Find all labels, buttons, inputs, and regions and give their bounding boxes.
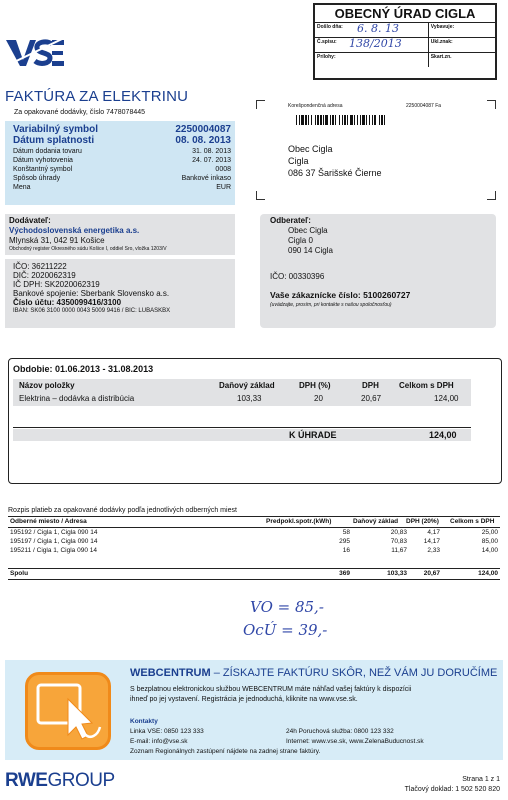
breakdown-cell: 85,00 bbox=[481, 538, 498, 545]
barcode-bar bbox=[384, 115, 385, 125]
webcentrum-heading-rest: – ZÍSKAJTE FAKTÚRU SKÔR, NEŽ VÁM JU DORUČÍME bbox=[210, 667, 498, 679]
breakdown-cell: 70,83 bbox=[390, 538, 407, 545]
breakdown-row bbox=[8, 546, 500, 555]
stamp-received-value: 6. 8. 13 bbox=[357, 22, 399, 35]
period-title: Obdobie: 01.06.2013 - 31.08.2013 bbox=[13, 364, 154, 374]
webcentrum-banner bbox=[5, 660, 503, 760]
summary-row-label: Mena bbox=[13, 184, 31, 191]
period-box bbox=[8, 358, 502, 484]
summary-row bbox=[13, 165, 231, 174]
barcode-bar bbox=[296, 115, 297, 125]
barcode-bar bbox=[315, 115, 316, 125]
period-header-name: Názov položky bbox=[19, 381, 75, 390]
recipient-line-3: 086 37 Šarišské Čierne bbox=[288, 168, 382, 178]
barcode-bar bbox=[379, 115, 380, 125]
correspondence-label: Korešpondenčná adresa bbox=[288, 103, 343, 109]
breakdown-cell: 11,67 bbox=[391, 547, 407, 554]
rwe-logo-rest: GROUP bbox=[47, 770, 115, 791]
breakdown-row bbox=[8, 537, 500, 546]
breakdown-row bbox=[8, 528, 500, 537]
barcode-bar bbox=[347, 115, 348, 125]
barcode-bar bbox=[308, 115, 309, 125]
breakdown-cell: 4,17 bbox=[427, 529, 440, 536]
customer-number: Vaše zákaznícke číslo: 5100260727 bbox=[270, 290, 411, 300]
webcentrum-icon bbox=[25, 672, 111, 750]
summary-row bbox=[13, 183, 231, 192]
stamp-handler-cell bbox=[429, 23, 495, 37]
summary-row-value: Bankové inkaso bbox=[181, 175, 231, 182]
breakdown-header-vat: DPH (20%) bbox=[406, 518, 439, 525]
contact-email: E-mail: info@vse.sk bbox=[130, 738, 188, 745]
summary-rows bbox=[5, 146, 235, 192]
supplier-name: Východoslovenská energetika a.s. bbox=[9, 226, 140, 235]
supplier-icdph: IČ DPH: SK2020062319 bbox=[13, 280, 100, 289]
customer-label: Odberateľ: bbox=[270, 216, 311, 225]
stamp-shred-cell bbox=[429, 53, 495, 67]
contact-internet: Internet: www.vse.sk, www.ZelenaBuducnost.sk bbox=[286, 738, 424, 745]
summary-box bbox=[5, 121, 235, 205]
total-due-line bbox=[13, 427, 471, 428]
webcentrum-text-1: S bezplatnou elektronickou službou WEBCENTRUM máte náhľad vašej faktúry k dispozícii bbox=[130, 686, 412, 693]
breakdown-cell: 195197 / Cigla 1, Cigla 090 14 bbox=[10, 538, 98, 545]
print-document-number: Tlačový doklad: 1 502 520 820 bbox=[404, 786, 500, 793]
barcode-bar bbox=[342, 115, 343, 125]
rwe-logo-bold: RWE bbox=[5, 770, 48, 791]
period-header-vat: DPH bbox=[362, 381, 379, 390]
barcode-bar bbox=[330, 115, 331, 125]
invoice-title: FAKTÚRA ZA ELEKTRINU bbox=[5, 88, 189, 105]
variable-symbol-label: Variabilný symbol bbox=[13, 124, 99, 135]
vse-logo-mark bbox=[6, 36, 64, 68]
breakdown-total-label: Spolu bbox=[10, 570, 29, 577]
barcode-bar bbox=[311, 115, 312, 125]
contact-hotline: Linka VSE: 0850 123 333 bbox=[130, 728, 204, 735]
stamp-received-cell bbox=[315, 23, 429, 37]
breakdown-header bbox=[8, 516, 500, 528]
barcode-bar bbox=[332, 115, 334, 125]
handwritten-note-2: OcÚ = 39,- bbox=[243, 621, 328, 639]
supplier-register: Obchodný register Okresného súdu Košice I, oddiel Sro, vložka 1203/V bbox=[9, 246, 167, 252]
barcode-bar bbox=[335, 115, 336, 125]
supplier-bank: Bankové spojenie: Sberbank Slovensko a.s. bbox=[13, 289, 170, 298]
barcode-bar bbox=[381, 115, 383, 125]
breakdown-cell: 195192 / Cigla 1, Cigla 090 14 bbox=[10, 529, 98, 536]
stamp-filing-cell bbox=[429, 38, 495, 52]
webcentrum-text-2: ihneď po jej vystavení. Registrácia je jednoduchá, kliknite na www.vse.sk. bbox=[130, 696, 358, 703]
barcode-bar bbox=[344, 115, 346, 125]
correspondence-code: 2250004087 Fa bbox=[406, 103, 442, 109]
barcode-bar bbox=[369, 115, 370, 125]
barcode-bar bbox=[320, 115, 322, 125]
contact-regional: Zoznam Regionálnych zastúpení nájdete na zadnej strane faktúry. bbox=[130, 748, 321, 755]
breakdown-cell: 2,33 bbox=[427, 547, 440, 554]
period-header-base: Daňový základ bbox=[219, 381, 275, 390]
breakdown-cell: 25,00 bbox=[481, 529, 498, 536]
barcode-bar bbox=[374, 115, 376, 125]
breakdown-title: Rozpis platieb za opakované dodávky podľa jednotlivých odberných miest bbox=[8, 507, 237, 514]
stamp-file-value: 138/2013 bbox=[349, 37, 402, 50]
breakdown-table bbox=[8, 516, 500, 580]
summary-row-value: EUR bbox=[216, 184, 231, 191]
customer-line-3: 090 14 Cigla bbox=[288, 246, 333, 255]
stamp-received-label: Došlo dňa: bbox=[317, 24, 343, 30]
supplier-account: Číslo účtu: 4350099416/3100 bbox=[13, 298, 122, 307]
page-number: Strana 1 z 1 bbox=[462, 776, 500, 783]
breakdown-cell: 295 bbox=[339, 538, 350, 545]
supplier-address: Mlynská 31, 042 91 Košice bbox=[9, 236, 105, 245]
stamp-file-label: Č.spisu: bbox=[317, 39, 337, 45]
barcode-bar bbox=[350, 115, 353, 125]
barcode-bar bbox=[366, 115, 367, 125]
breakdown-header-place: Odberné miesto / Adresa bbox=[10, 518, 87, 525]
summary-row-value: 0008 bbox=[215, 166, 231, 173]
webcentrum-heading-bold: WEBCENTRUM bbox=[130, 667, 211, 679]
period-row-vat: 20,67 bbox=[361, 394, 382, 403]
barcode-bar bbox=[354, 115, 355, 125]
barcode-bar bbox=[305, 115, 307, 125]
handwritten-note-1: VO = 85,- bbox=[250, 598, 324, 616]
breakdown-cell: 20,83 bbox=[390, 529, 407, 536]
summary-row-value: 31. 08. 2013 bbox=[192, 148, 231, 155]
due-date-label: Dátum splatnosti bbox=[13, 135, 95, 146]
barcode-bar bbox=[339, 115, 340, 125]
supplier-iban: IBAN: SK06 3100 0000 0043 5009 9416 / BIC: LUBASKBX bbox=[13, 308, 171, 314]
customer-line-1: Obec Cigla bbox=[288, 226, 328, 235]
barcode-bar bbox=[323, 115, 324, 125]
summary-row-label: Dátum vyhotovenia bbox=[13, 157, 73, 164]
summary-row-value: 24. 07. 2013 bbox=[192, 157, 231, 164]
period-header-total: Celkom s DPH bbox=[399, 381, 454, 390]
address-window bbox=[256, 100, 496, 200]
breakdown-header-base: Daňový základ bbox=[353, 518, 399, 525]
pointer-icon bbox=[28, 675, 108, 747]
customer-note: (uvádzajte, prosím, pri kontakte s našou spoločnosťou) bbox=[270, 302, 392, 308]
breakdown-cell: 16 bbox=[342, 547, 350, 554]
total-due-value: 124,00 bbox=[429, 430, 457, 440]
breakdown-total-row bbox=[8, 568, 500, 580]
breakdown-header-total: Celkom s DPH bbox=[450, 518, 495, 525]
customer-ico: IČO: 00330396 bbox=[270, 272, 325, 281]
breakdown-cell: 14,17 bbox=[423, 538, 440, 545]
supplier-ico: IČO: 36211222 bbox=[13, 262, 67, 271]
barcode-bar bbox=[299, 115, 300, 125]
summary-row-label: Konštantný symbol bbox=[13, 166, 73, 173]
stamp-title: OBECNÝ ÚRAD CIGLA bbox=[315, 5, 495, 23]
variable-symbol-value: 2250004087 bbox=[175, 124, 231, 135]
supplier-box bbox=[5, 214, 235, 328]
stamp-attachments-cell bbox=[315, 53, 429, 67]
supplier-dic: DIČ: 2020062319 bbox=[13, 271, 76, 280]
stamp-filing-label: Ukl.znak: bbox=[430, 39, 453, 45]
breakdown-header-consumption: Predpokl.spotr.(kWh) bbox=[266, 518, 332, 525]
barcode-bar bbox=[357, 115, 358, 125]
barcode-bar bbox=[325, 115, 328, 125]
summary-row-label: Dátum dodania tovaru bbox=[13, 148, 82, 155]
period-row-vat-rate: 20 bbox=[314, 394, 323, 403]
supplier-label: Dodávateľ: bbox=[9, 216, 51, 225]
summary-row-label: Spôsob úhrady bbox=[13, 175, 61, 182]
recipient-line-2: Cigla bbox=[288, 156, 309, 166]
breakdown-cell: 14,00 bbox=[481, 547, 498, 554]
breakdown-rows bbox=[8, 528, 500, 555]
period-header-vat-rate: DPH (%) bbox=[299, 381, 331, 390]
total-due-label: K ÚHRADE bbox=[289, 430, 337, 440]
contacts-label: Kontakty bbox=[130, 718, 158, 725]
recipient-line-1: Obec Cigla bbox=[288, 144, 333, 154]
breakdown-total-vat: 20,67 bbox=[423, 570, 440, 577]
stamp-attachments-label: Prílohy: bbox=[317, 54, 336, 60]
stamp-handler-label: Vybavuje: bbox=[430, 24, 455, 30]
summary-row bbox=[13, 156, 231, 165]
barcode-bar bbox=[360, 115, 361, 125]
invoice-subtitle: Za opakované dodávky, číslo 7478078445 bbox=[14, 109, 146, 116]
summary-row bbox=[13, 147, 231, 156]
period-row-total: 124,00 bbox=[434, 394, 459, 403]
vse-logo bbox=[6, 36, 64, 68]
customer-box bbox=[260, 214, 496, 328]
barcode-bar bbox=[372, 115, 373, 125]
total-due-band bbox=[13, 429, 471, 441]
period-row-name: Elektrina – dodávka a distribúcia bbox=[19, 394, 135, 403]
barcode-bar bbox=[362, 115, 365, 125]
stamp-shred-label: Skart.zn. bbox=[430, 54, 452, 60]
breakdown-total-base: 103,33 bbox=[387, 570, 407, 577]
postal-barcode bbox=[296, 115, 456, 125]
contact-outage-line: 24h Poruchová služba: 0800 123 332 bbox=[286, 728, 394, 735]
breakdown-cell: 58 bbox=[342, 529, 350, 536]
barcode-bar bbox=[301, 115, 304, 125]
breakdown-total-consumption: 369 bbox=[339, 570, 350, 577]
webcentrum-heading bbox=[130, 667, 497, 679]
registry-stamp bbox=[313, 3, 497, 80]
period-row-base: 103,33 bbox=[237, 394, 262, 403]
breakdown-cell: 195211 / Cigla 1, Cigla 090 14 bbox=[10, 547, 97, 554]
breakdown-total-sum: 124,00 bbox=[478, 570, 498, 577]
summary-row bbox=[13, 174, 231, 183]
rwe-logo bbox=[5, 770, 115, 792]
stamp-file-cell bbox=[315, 38, 429, 52]
customer-line-2: Cigla 0 bbox=[288, 236, 313, 245]
barcode-bar bbox=[317, 115, 319, 125]
due-date-value: 08. 08. 2013 bbox=[175, 135, 231, 146]
